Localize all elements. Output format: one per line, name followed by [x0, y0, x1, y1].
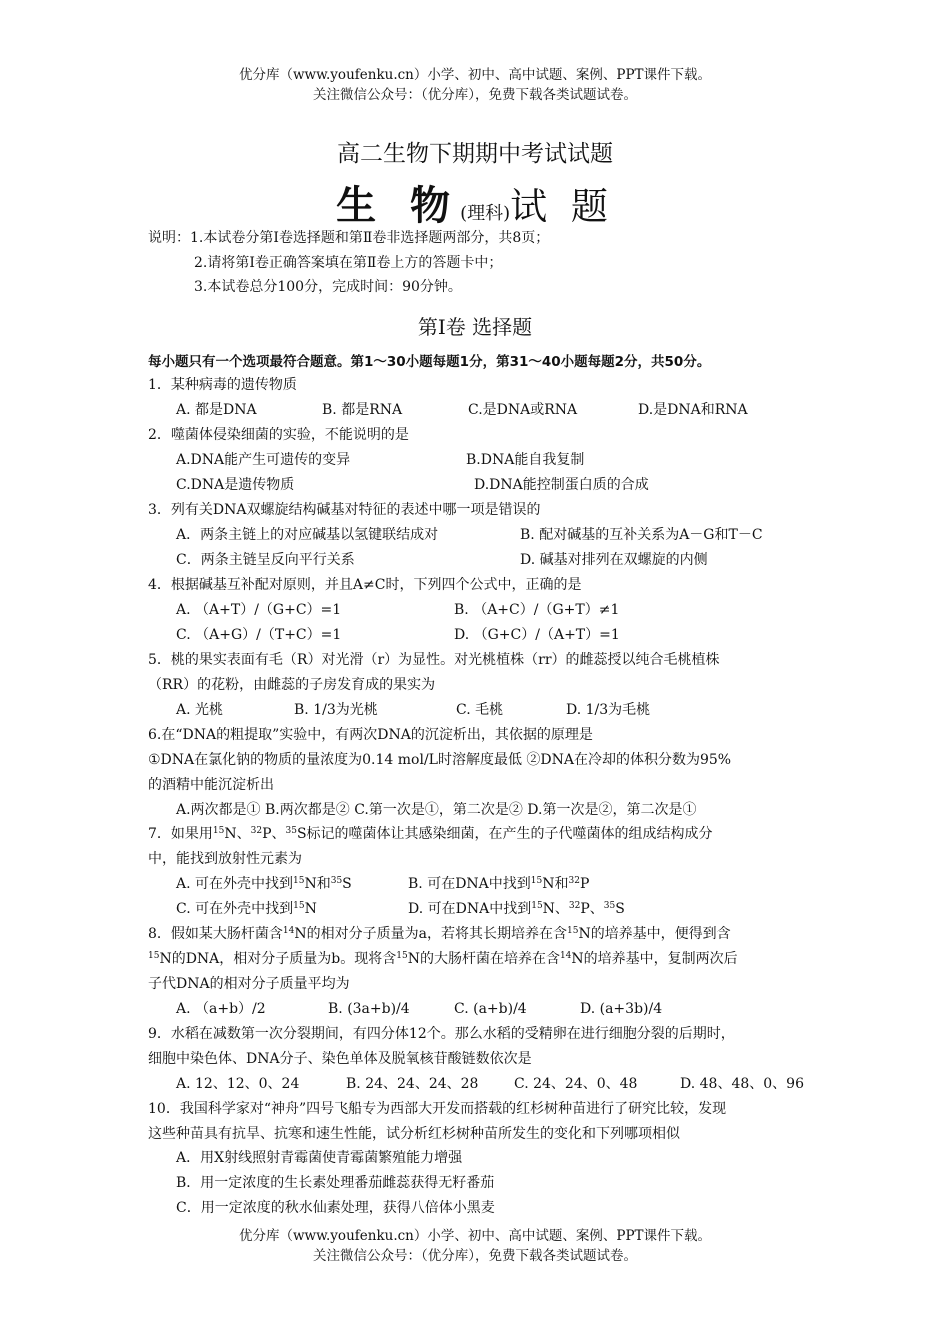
- note-1: 说明：1.本试卷分第Ⅰ卷选择题和第Ⅱ卷非选择题两部分，共8页；: [148, 230, 550, 246]
- question-8-line-2: $^{15}$N的DNA，相对分子质量为b。现将含$^{15}$N的大肠杆菌在培养在含$^{14}$N的培养基中，复制两次后: [148, 951, 738, 967]
- question-8-option-c: C. (a+b)/4: [454, 1001, 527, 1017]
- question-3-option-b: B. 配对碱基的互补关系为A－G和T－C: [520, 527, 763, 543]
- question-9-option-d: D. 48、48、0、96: [680, 1076, 804, 1092]
- question-9-stem-1: 9．水稻在减数第一次分裂期间，有四分体12个。那么水稻的受精卵在进行细胞分裂的后期时，: [148, 1026, 735, 1042]
- question-2-option-b: B.DNA能自我复制: [466, 452, 585, 468]
- question-8-option-b: B. (3a+b)/4: [328, 1001, 410, 1017]
- footer-line-2: 关注微信公众号：（优分库），免费下载各类试题试卷。: [313, 1248, 637, 1264]
- section-instruction: 每小题只有一个选项最符合题意。第1～30小题每题1分，第31～40小题每题2分，共50分。: [148, 354, 711, 370]
- question-3-option-c: C．两条主链呈反向平行关系: [176, 552, 355, 568]
- question-6-line-3: 的酒精中能沉淀析出: [148, 777, 274, 793]
- question-10-option-c: C．用一定浓度的秋水仙素处理，获得八倍体小黑麦: [176, 1200, 495, 1216]
- question-3-stem: 3．列有关DNA双螺旋结构碱基对特征的表述中哪一项是错误的: [148, 502, 541, 518]
- exam-subtitle: 高二生物下期期中考试试题: [337, 141, 613, 167]
- question-1-option-d: D.是DNA和RNA: [638, 402, 748, 418]
- section-title: 第Ⅰ卷 选择题: [417, 315, 533, 339]
- question-7-option-d: D. 可在DNA中找到$^{15}$N、$^{32}$P、$^{35}$S: [408, 901, 625, 917]
- question-5-stem-1: 5．桃的果实表面有毛（R）对光滑（r）为显性。对光桃植株（rr）的雌蕊授以纯合毛桃植株: [148, 652, 720, 668]
- question-7-stem: 7．如果用$^{15}$N、$^{32}$P、$^{35}$S标记的噬菌体让其感染细菌，在产生的子代噬菌体的组成结构成分: [148, 826, 713, 842]
- question-1-stem: 1．某种病毒的遗传物质: [148, 377, 297, 393]
- exam-title: [0, 174, 950, 231]
- question-4-option-d: D. （G+C）/（A+T）=1: [454, 627, 620, 643]
- title-subject: 生 物: [336, 183, 461, 229]
- question-10-stem-2: 这些种苗具有抗旱、抗寒和速生性能，试分析红杉树种苗所发生的变化和下列哪项相似: [148, 1126, 680, 1142]
- question-4-option-c: C. （A+G）/（T+C）=1: [176, 627, 342, 643]
- question-1-option-c: C.是DNA或RNA: [468, 402, 578, 418]
- title-track: (理科): [460, 203, 511, 224]
- question-5-option-a: A. 光桃: [176, 702, 224, 718]
- question-2-stem: 2．噬菌体侵染细菌的实验，不能说明的是: [148, 427, 409, 443]
- question-1-option-a: A. 都是DNA: [176, 402, 257, 418]
- question-3-option-a: A．两条主链上的对应碱基以氢键联结成对: [176, 527, 439, 543]
- header-line-1: 优分库（www.youfenku.cn）小学、初中、高中试题、案例、PPT课件下载。: [238, 67, 712, 83]
- question-5-stem-2: （RR）的花粉，由雌蕊的子房发育成的果实为: [148, 677, 436, 693]
- question-8-option-a: A. （a+b）/2: [176, 1001, 266, 1017]
- question-7-option-c: C. 可在外壳中找到$^{15}$N: [176, 901, 317, 917]
- question-7-line-2: 中，能找到放射性元素为: [148, 851, 302, 867]
- question-9-option-b: B. 24、24、24、28: [346, 1076, 479, 1092]
- question-5-option-c: C. 毛桃: [456, 702, 504, 718]
- question-7-option-a: A. 可在外壳中找到$^{15}$N和$^{35}$S: [176, 876, 352, 892]
- question-5-option-d: D. 1/3为毛桃: [566, 702, 651, 718]
- note-2: 2.请将第Ⅰ卷正确答案填在第Ⅱ卷上方的答题卡中；: [194, 255, 503, 271]
- question-10-stem-1: 10．我国科学家对“神舟”四号飞船专为西部大开发而搭载的红杉树种苗进行了研究比较，发现: [148, 1101, 727, 1117]
- question-10-option-a: A．用X射线照射青霉菌使青霉菌繁殖能力增强: [176, 1150, 463, 1166]
- question-9-option-a: A. 12、12、0、24: [176, 1076, 300, 1092]
- question-6-options: A.两次都是① B.两次都是② C.第一次是①，第二次是② D.第一次是②，第二次是①: [176, 802, 697, 818]
- question-8-option-d: D. (a+3b)/4: [580, 1001, 663, 1017]
- footer-line-1: 优分库（www.youfenku.cn）小学、初中、高中试题、案例、PPT课件下载。: [238, 1228, 712, 1244]
- question-3-option-d: D. 碱基对排列在双螺旋的内侧: [520, 552, 708, 568]
- question-7-option-b: B. 可在DNA中找到$^{15}$N和$^{32}$P: [408, 876, 590, 892]
- question-4-option-a: A. （A+T）/（G+C）=1: [176, 602, 342, 618]
- question-10-option-b: B．用一定浓度的生长素处理番茄雌蕊获得无籽番茄: [176, 1175, 495, 1191]
- title-exam: 试 题: [510, 185, 614, 228]
- question-9-stem-2: 细胞中染色体、DNA分子、染色单体及脱氧核苷酸链数依次是: [148, 1051, 532, 1067]
- header-line-2: 关注微信公众号：（优分库），免费下载各类试题试卷。: [313, 87, 637, 103]
- question-2-option-d: D.DNA能控制蛋白质的合成: [474, 477, 649, 493]
- question-5-option-b: B. 1/3为光桃: [294, 702, 378, 718]
- question-8-line-3: 子代DNA的相对分子质量平均为: [148, 976, 350, 992]
- note-3: 3.本试卷总分100分，完成时间：90分钟。: [194, 279, 462, 295]
- question-4-stem: 4．根据碱基互补配对原则，并且A≠C时，下列四个公式中，正确的是: [148, 577, 582, 593]
- question-2-option-c: C.DNA是遗传物质: [176, 477, 295, 493]
- question-8-line-1: 8．假如某大肠杆菌含$^{14}$N的相对分子质量为a，若将其长期培养在含$^{15}$N的培养基中，便得到含: [148, 926, 731, 942]
- question-2-option-a: A.DNA能产生可遗传的变异: [176, 452, 351, 468]
- question-1-option-b: B. 都是RNA: [322, 402, 403, 418]
- question-4-option-b: B. （A+C）/（G+T）≠1: [454, 602, 620, 618]
- question-9-option-c: C. 24、24、0、48: [514, 1076, 638, 1092]
- question-6-line-2: ①DNA在氯化钠的物质的量浓度为0.14 mol/L时溶解度最低 ②DNA在冷却的体积分数为95%: [148, 752, 732, 768]
- question-6-stem: 6.在“DNA的粗提取”实验中，有两次DNA的沉淀析出，其依据的原理是: [148, 727, 593, 743]
